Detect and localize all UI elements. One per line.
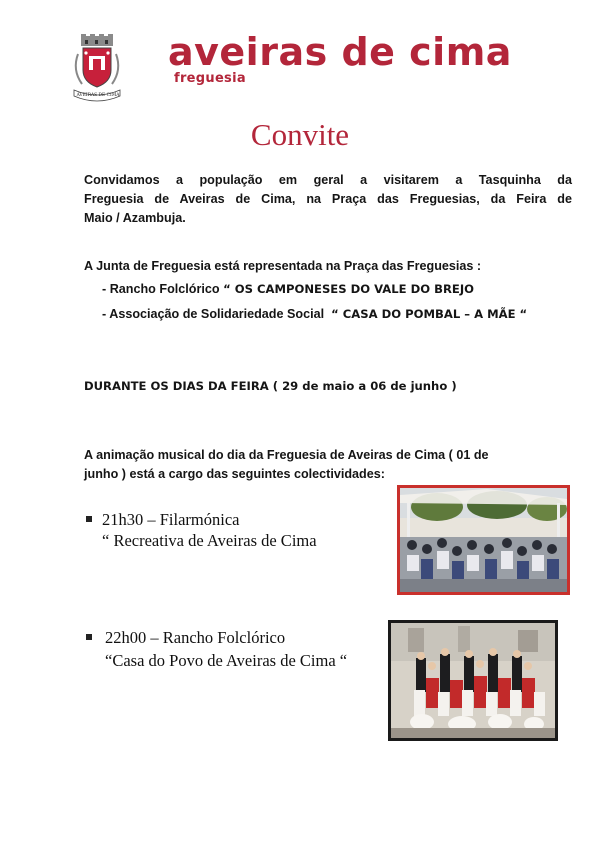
representation-item-label: - Associação de Solidariedade Social [102, 307, 325, 321]
bullet-icon [86, 634, 92, 640]
brand-subtitle: freguesia [174, 71, 246, 86]
representation-item-name: “ OS CAMPONESES DO VALE DO BREJO [223, 282, 474, 296]
intro-line: Maio / Azambuja. [84, 211, 186, 225]
page-title: Convite [250, 117, 350, 152]
bullet-icon [86, 516, 92, 522]
animation-line: A animação musical do dia da Freguesia de Aveiras de Cima ( 01 de [84, 448, 489, 462]
representation-intro: A Junta de Freguesia está representada na Praça das Freguesias : [84, 259, 482, 273]
intro-paragraph [84, 171, 572, 228]
intro-line: Convidamos a população em geral a visitarem a Tasquinha da [84, 173, 572, 187]
crest-motto: AVEIRAS DE CIMA [76, 93, 120, 98]
animation-paragraph [84, 446, 572, 484]
intro-line: Freguesia de Aveiras de Cima, na Praça das Freguesias, da Feira de [84, 192, 572, 206]
representation-item-name: “ CASA DO POMBAL – A MÃE “ [331, 307, 528, 321]
folk-group-photo [388, 620, 558, 741]
schedule-group-2: “Casa do Povo de Aveiras de Cima “ [105, 651, 348, 670]
animation-line: junho ) está a cargo das seguintes colectividades: [84, 467, 385, 481]
representation-item [102, 305, 527, 324]
schedule-group-1: “ Recreativa de Aveiras de Cima [102, 531, 317, 550]
representation-item-label: - Rancho Folclórico [102, 282, 220, 296]
schedule-time-2: 22h00 – Rancho Folclórico [105, 628, 286, 647]
brand-wordmark: aveiras de cima [168, 30, 512, 74]
representation-item [102, 280, 474, 299]
fair-dates: DURANTE OS DIAS DA FEIRA ( 29 de maio a 06 de junho ) [84, 379, 457, 393]
band-performance-photo [397, 485, 570, 595]
schedule-time-1: 21h30 – Filarmónica [102, 510, 240, 529]
